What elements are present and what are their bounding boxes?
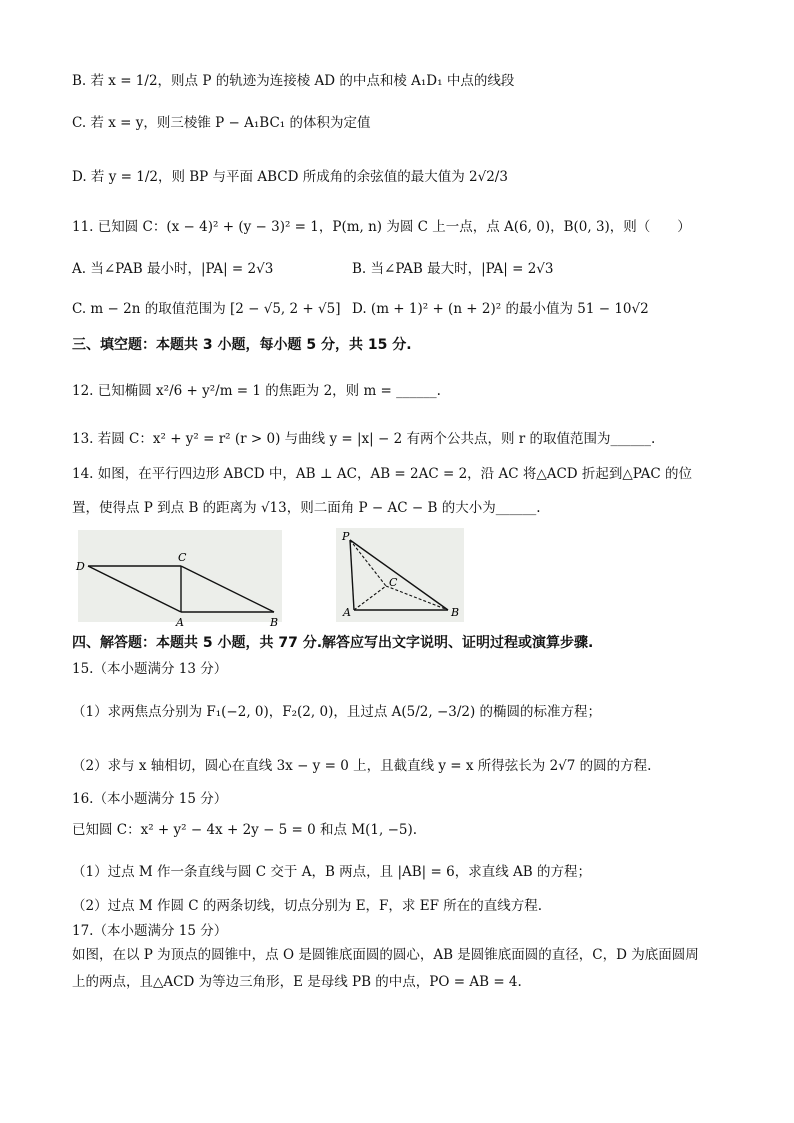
section-4-heading: 四、解答题：本题共 5 小题，共 77 分.解答应写出文字说明、证明过程或演算步骤. — [72, 635, 594, 651]
q11-option-b: B. 当∠PAB 最大时，|PA| = 2√3 — [352, 261, 554, 277]
q17-line2: 上的两点，且△ACD 为等边三角形，E 是母线 PB 的中点，PO = AB = 4. — [72, 974, 522, 990]
q15-header: 15.（本小题满分 13 分） — [72, 661, 228, 677]
q15-part2: （2）求与 x 轴相切，圆心在直线 3x − y = 0 上，且截直线 y = x 所得弦长为 2√7 的圆的方程. — [72, 758, 652, 774]
figure-tetrahedron — [336, 528, 466, 624]
label-p: P — [342, 530, 350, 543]
q11-option-c: C. m − 2n 的取值范围为 [2 − √5, 2 + √5] — [72, 301, 341, 317]
q16-stem: 已知圆 C：x² + y² − 4x + 2y − 5 = 0 和点 M(1, −5). — [72, 822, 418, 838]
q13: 13. 若圆 C：x² + y² = r² (r > 0) 与曲线 y = |x| − 2 有两个公共点，则 r 的取值范围为______. — [72, 431, 656, 447]
label-a: A — [176, 616, 184, 629]
label-a2: A — [343, 606, 351, 619]
label-b2: B — [451, 606, 460, 619]
label-b: B — [270, 616, 279, 629]
q11-stem: 11. 已知圆 C：(x − 4)² + (y − 3)² = 1，P(m, n) 为圆 C 上一点，点 A(6, 0)，B(0, 3)，则（ ） — [72, 219, 691, 235]
label-d: D — [76, 560, 85, 573]
section-3-heading: 三、填空题：本题共 3 小题，每小题 5 分，共 15 分. — [72, 337, 412, 353]
q17-line1: 如图，在以 P 为顶点的圆锥中，点 O 是圆锥底面圆的圆心，AB 是圆锥底面圆的直径，C，D 为底面圆周 — [72, 947, 699, 963]
q11-option-d: D. (m + 1)² + (n + 2)² 的最小值为 51 − 10√2 — [352, 301, 649, 317]
q10-option-c: C. 若 x = y，则三棱锥 P − A₁BC₁ 的体积为定值 — [72, 115, 371, 131]
q16-part1: （1）过点 M 作一条直线与圆 C 交于 A，B 两点，且 |AB| = 6，求直线 AB 的方程； — [72, 864, 591, 880]
q10-option-b: B. 若 x = 1/2，则点 P 的轨迹为连接棱 AD 的中点和棱 A₁D₁ 中点的线段 — [72, 73, 515, 89]
q12: 12. 已知椭圆 x²/6 + y²/m = 1 的焦距为 2，则 m = ______. — [72, 383, 441, 399]
q15-part1: （1）求两焦点分别为 F₁(−2, 0)，F₂(2, 0)，且过点 A(5/2, −3/2) 的椭圆的标准方程； — [72, 704, 602, 720]
q16-part2: （2）过点 M 作圆 C 的两条切线，切点分别为 E，F，求 EF 所在的直线方程. — [72, 898, 543, 914]
q16-header: 16.（本小题满分 15 分） — [72, 791, 228, 807]
q10-option-d: D. 若 y = 1/2，则 BP 与平面 ABCD 所成角的余弦值的最大值为 2√2/3 — [72, 169, 508, 185]
label-c: C — [178, 551, 187, 564]
q17-header: 17.（本小题满分 15 分） — [72, 923, 228, 939]
label-c2: C — [389, 576, 398, 589]
q11-option-a: A. 当∠PAB 最小时，|PA| = 2√3 — [72, 261, 274, 277]
figure-parallelogram — [72, 530, 292, 630]
q14-line1: 14. 如图，在平行四边形 ABCD 中，AB ⊥ AC，AB = 2AC = 2，沿 AC 将△ACD 折起到△PAC 的位 — [72, 466, 692, 482]
q14-line2: 置，使得点 P 到点 B 的距离为 √13，则二面角 P − AC − B 的大小为______. — [72, 500, 541, 516]
